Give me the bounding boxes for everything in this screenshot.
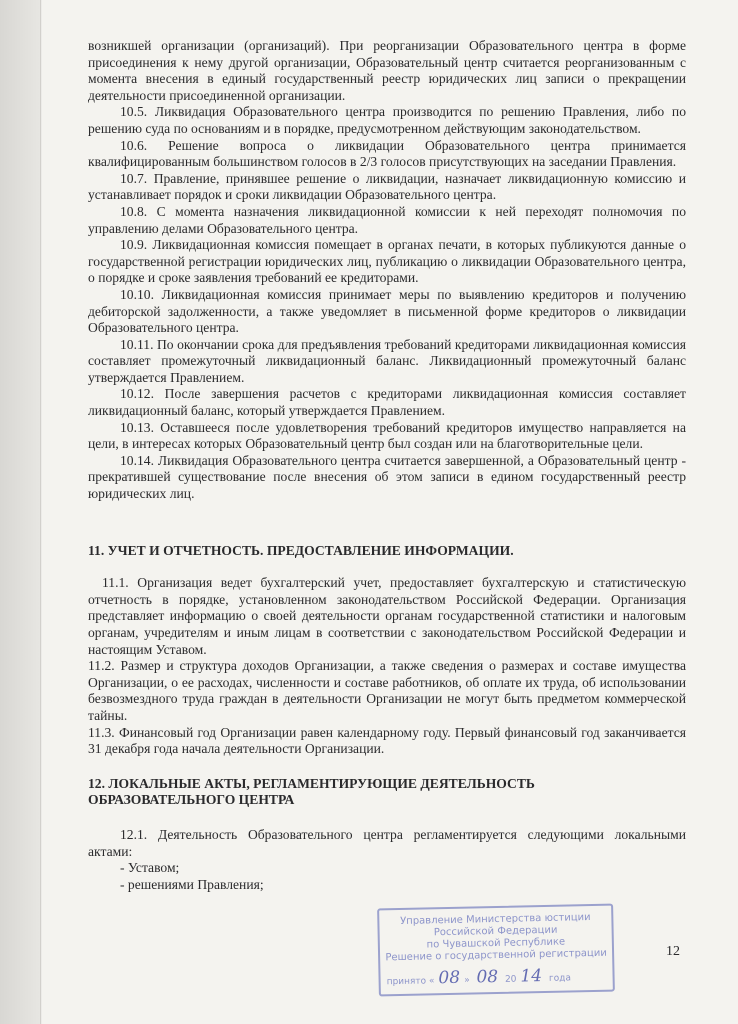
- paragraph-12-1: 12.1. Деятельность Образовательного центра регламентируется следующими локальными актами:: [88, 826, 686, 859]
- stamp-handwritten-month: 08: [476, 966, 499, 988]
- stamp-line-2: Российской Федерации: [433, 924, 558, 939]
- paragraph-10-10: 10.10. Ликвидационная комиссия принимает меры по выявлению кредиторов и получению дебиторской задолженности, а также уведомляет в письменной форме кредиторов о ликвидации Образовательного центра.: [88, 286, 686, 336]
- stamp-line-4: Решение о государственной регистрации: [385, 947, 607, 964]
- stamp-line-3: по Чувашской Республике: [426, 936, 566, 951]
- list-item-resheniya: - решениями Правления;: [120, 876, 264, 892]
- registration-stamp: [377, 904, 615, 997]
- stamp-year-prefix: 20: [504, 974, 517, 985]
- paragraph-10-12: 10.12. После завершения расчетов с кредиторами ликвидационная комиссия составляет ликвидационный баланс, который утверждается Правлением.: [88, 386, 686, 419]
- stamp-date-prefix: принято «: [386, 976, 435, 988]
- page-body: [88, 38, 686, 893]
- paragraph-10-8: 10.8. С момента назначения ликвидационной комиссии к ней переходят полномочия по управлению делами Образовательного центра.: [88, 203, 686, 236]
- paragraph-10-7: 10.7. Правление, принявшее решение о ликвидации, назначает ликвидационную комиссию и устанавливает порядок и сроки ликвидации Образовательного центра.: [88, 170, 686, 203]
- paragraph-11-2: 11.2. Размер и структура доходов Организации, а также сведения о размерах и составе имущества Организации, о ее расходах, численности и составе работников, об оплате их труда, об использовании безвозмездного труда граждан в деятельности Организации не могут быть предметом коммерческой тайны.: [88, 658, 686, 723]
- paragraph-10-9: 10.9. Ликвидационная комиссия помещает в органах печати, в которых публикуются данные о государственной регистрации юридических лиц, публикацию о ликвидации Образовательного центра, о порядке и сроке заявления требований ее кредиторами.: [88, 237, 686, 286]
- section-11-heading: 11. УЧЕТ И ОТЧЕТНОСТЬ. ПРЕДОСТАВЛЕНИЕ ИНФОРМАЦИИ.: [88, 542, 514, 558]
- paragraph-10-5: 10.5. Ликвидация Образовательного центра производится по решению Правления, либо по решению суда по основаниям и в порядке, предусмотренном действующим законодательством.: [88, 104, 686, 136]
- previous-page-edge: [0, 0, 41, 1024]
- stamp-handwritten-day: 08: [438, 967, 461, 989]
- list-item-ustav: - Уставом;: [120, 860, 180, 876]
- section-12-heading-line1: 12. ЛОКАЛЬНЫЕ АКТЫ, РЕГЛАМЕНТИРУЮЩИЕ ДЕЯТЕЛЬНОСТЬ: [88, 775, 535, 791]
- stamp-handwritten-year: 14: [520, 966, 543, 987]
- paragraph-10-11: 10.11. По окончании срока для предъявления требований кредиторами ликвидационная комиссия составляет промежуточный ликвидационный баланс. Ликвидационный промежуточный баланс утверждается Правлением.: [88, 336, 686, 385]
- paragraph-11-1: 11.1. Организация ведет бухгалтерский учет, предоставляет бухгалтерскую и статистическую отчетность в порядке, установленном законодательством Российской Федерации. Организация представляет информацию о своей деятельности органам государственной статистики и налоговым органам, учредителям и иным лицам в соответствии с законодательством Российской Федерации и настоящим Уставом.: [88, 575, 686, 657]
- paragraph-10-6: 10.6. Решение вопроса о ликвидации Образовательного центра принимается квалифицированным большинством голосов в 2/3 голосов присутствующих на заседании Правления.: [88, 137, 686, 170]
- paragraph-10-13: 10.13. Оставшееся после удовлетворения требований кредиторов имущество направляется на цели, в интересах которых Образовательный центр был создан или на благотворительные цели.: [88, 419, 686, 452]
- section-12-heading-line2: ОБРАЗОВАТЕЛЬНОГО ЦЕНТРА: [88, 792, 295, 808]
- paragraph-10-4-continued: возникшей организации (организаций). При реорганизации Образовательного центра в форме присоединения к нему другой организации, Образовательный центр считается реорганизованным с момента внесения в единый государственный реестр юридических лиц записи о прекращении деятельности присоединенной организации.: [88, 38, 686, 103]
- stamp-line-1: Управление Министерства юстиции: [400, 912, 591, 927]
- stamp-year-word: года: [548, 973, 572, 984]
- paragraph-10-14: 10.14. Ликвидация Образовательного центра считается завершенной, а Образовательный центр - прекратившей существование после внесения об этом записи в едином государственный реестр юридических лиц.: [88, 452, 686, 502]
- stamp-date-row: принято « 08 » 08 20 14 года: [386, 966, 572, 989]
- page-number: 12: [666, 944, 680, 959]
- paragraph-11-3: 11.3. Финансовый год Организации равен календарному году. Первый финансовый год заканчивается 31 декабря года начала деятельности Организации.: [88, 724, 686, 757]
